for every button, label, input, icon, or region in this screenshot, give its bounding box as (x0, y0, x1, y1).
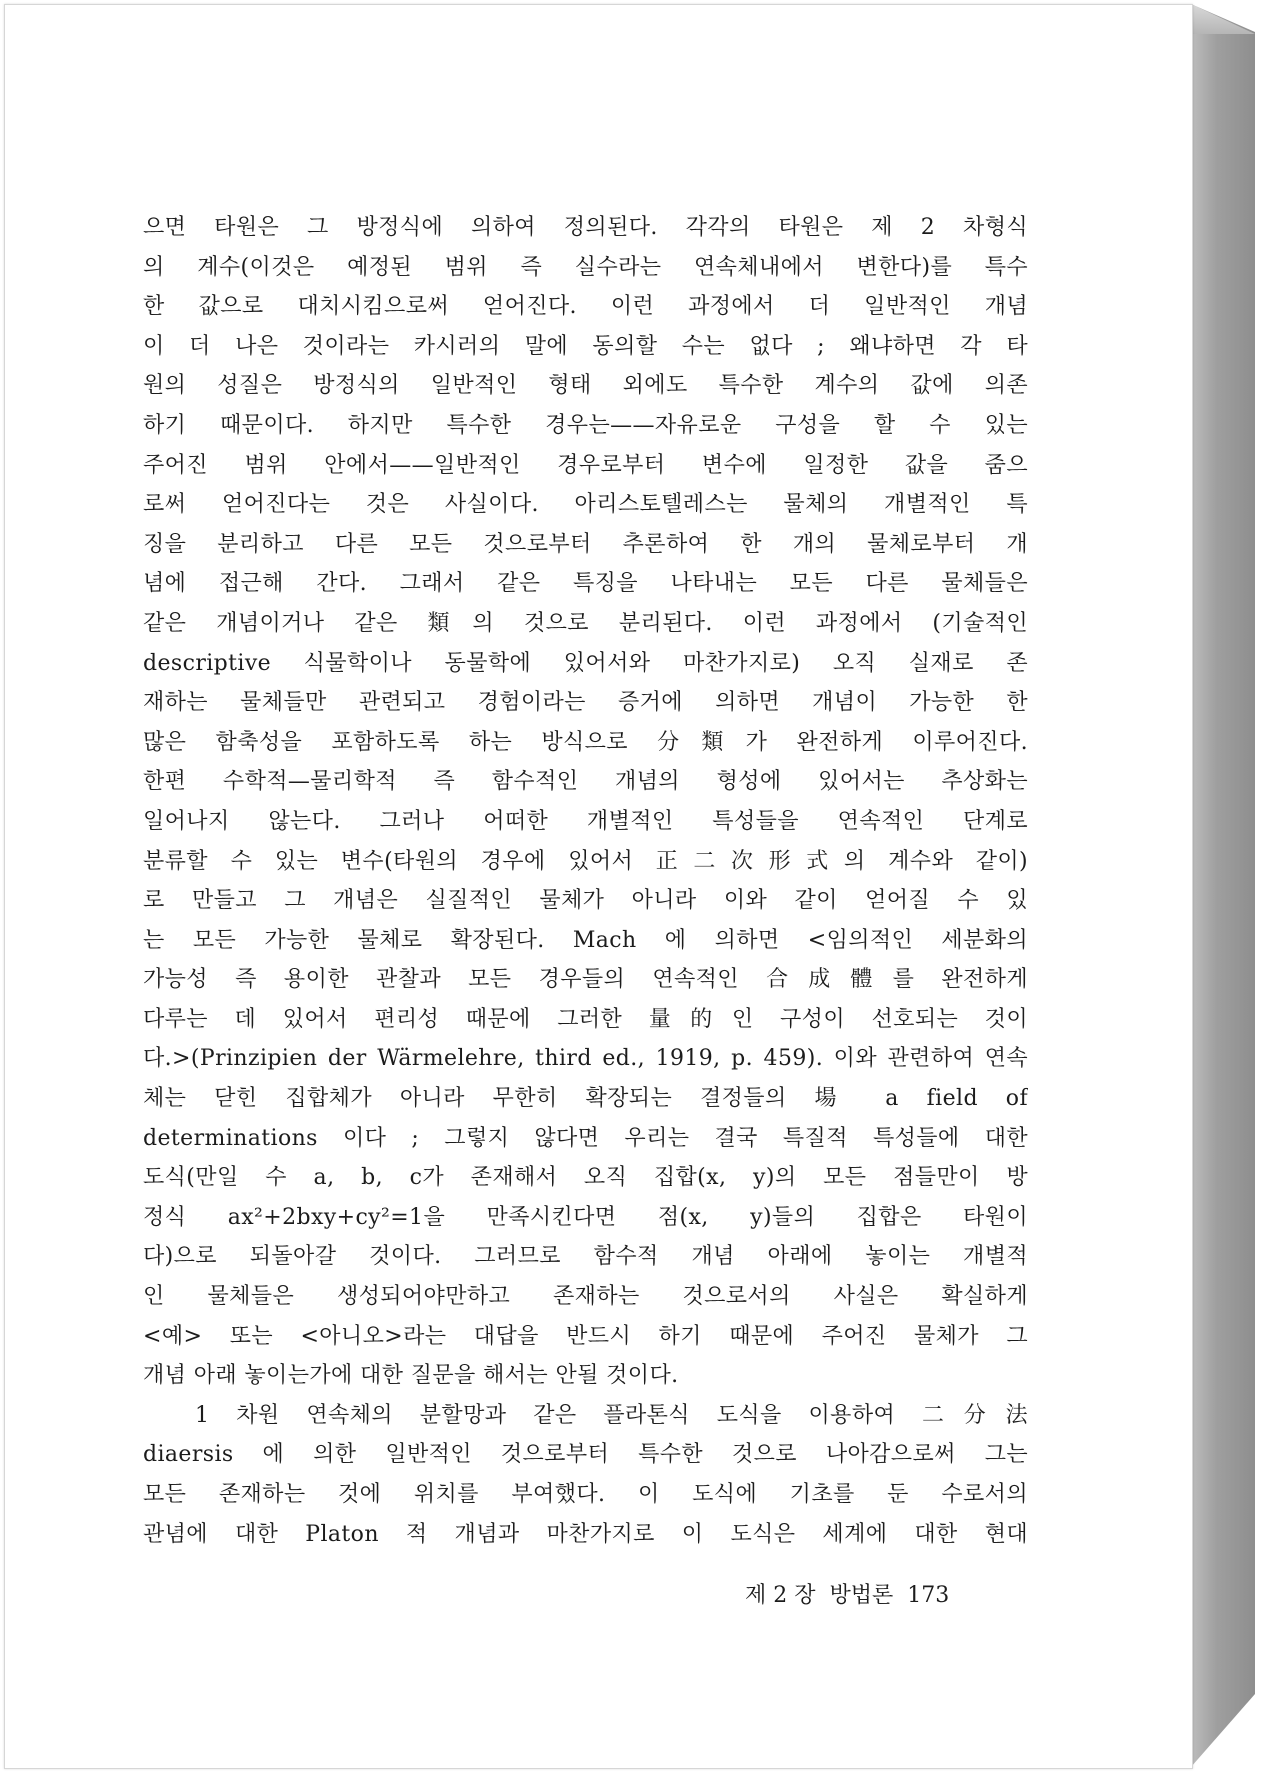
text-line: 인 물체들은 생성되어야만하고 존재하는 것으로서의 사실은 확실하게 (143, 1284, 1028, 1310)
text-line: 분류할 수 있는 변수(타원의 경우에 있어서 正二次形式의 계수와 같이) (143, 848, 1028, 874)
paragraph-end-line: 개념 아래 놓이는가에 대한 질문을 해서는 안될 것이다. (143, 1363, 679, 1389)
text-line: 다.>(Prinzipien der Wärmelehre, third ed., 1919, p. 459). 이와 관련하여 연속 (143, 1046, 1028, 1072)
text-line: determinations 이다 ; 그렇지 않다면 우리는 결국 특질적 특성들에 대한 (143, 1125, 1028, 1151)
text-line: diaersis 에 의한 일반적인 것으로부터 특수한 것으로 나아감으로써 그는 (143, 1442, 1028, 1468)
running-footer (745, 1578, 963, 1609)
text-line: 관념에 대한 Platon 적 개념과 마찬가지로 이 도식은 세계에 대한 현대 (143, 1521, 1028, 1547)
text-line: 주어진 범위 안에서——일반적인 경우로부터 변수에 일정한 값을 줌으 (143, 452, 1028, 478)
text-line: 하기 때문이다. 하지만 특수한 경우는——자유로운 구성을 할 수 있는 (143, 412, 1028, 438)
text-line: 징을 분리하고 다른 모든 것으로부터 추론하여 한 개의 물체로부터 개 (143, 531, 1028, 557)
text-line: 모든 존재하는 것에 위치를 부여했다. 이 도식에 기초를 둔 수로서의 (143, 1482, 1028, 1507)
text-line: 재하는 물체들만 관련되고 경험이라는 증거에 의하면 개념이 가능한 한 (143, 690, 1028, 716)
text-line: 많은 함축성을 포함하도록 하는 방식으로 分類가 완전하게 이루어진다. (143, 729, 1028, 755)
text-line: 같은 개념이거나 같은 類의 것으로 분리된다. 이런 과정에서 (기술적인 (143, 610, 1028, 636)
text-line: 념에 접근해 간다. 그래서 같은 특징을 나타내는 모든 다른 물체들은 (143, 571, 1028, 597)
chapter-label: 제 2 장 (745, 1583, 816, 1608)
chapter-title: 방법론 (829, 1583, 894, 1608)
text-line: 체는 닫힌 집합체가 아니라 무한히 확장되는 결정들의 場 a field of (143, 1086, 1028, 1112)
text-line: 로 만들고 그 개념은 실질적인 물체가 아니라 이와 같이 얻어질 수 있 (143, 888, 1028, 914)
body-text (143, 208, 1028, 1554)
paragraph-start-line: 1 차원 연속체의 분할망과 같은 플라톤식 도식을 이용하여 二分法 (195, 1402, 1028, 1428)
text-line: 다)으로 되돌아갈 것이다. 그러므로 함수적 개념 아래에 놓이는 개별적 (143, 1244, 1028, 1270)
page-stack-edge (1191, 4, 1255, 1767)
text-line: 원의 성질은 방정식의 일반적인 형태 외에도 특수한 계수의 값에 의존 (143, 373, 1028, 399)
text-line: <예> 또는 <아니오>라는 대답을 반드시 하기 때문에 주어진 물체가 그 (143, 1323, 1028, 1349)
text-line: 다루는 데 있어서 편리성 때문에 그러한 量的인 구성이 선호되는 것이 (143, 1006, 1028, 1032)
text-line: 정식 ax²+2bxy+cy²=1을 만족시킨다면 점(x, y)들의 집합은 타원이 (143, 1204, 1028, 1230)
text-line: 일어나지 않는다. 그러나 어떠한 개별적인 특성들을 연속적인 단계로 (143, 808, 1028, 834)
page-number: 173 (907, 1583, 950, 1608)
text-line: 이 더 나은 것이라는 카시러의 말에 동의할 수는 없다 ; 왜냐하면 각 타 (143, 333, 1028, 359)
text-line: 의 계수(이것은 예정된 범위 즉 실수라는 연속체내에서 변한다)를 특수 (143, 254, 1028, 280)
text-line: 한 값으로 대치시킴으로써 얻어진다. 이런 과정에서 더 일반적인 개념 (143, 294, 1028, 320)
text-line: 한편 수학적—물리학적 즉 함수적인 개념의 형성에 있어서는 추상화는 (143, 769, 1028, 795)
text-line: 도식(만일 수 a, b, c가 존재해서 오직 집합(x, y)의 모든 점들만이 방 (143, 1165, 1028, 1191)
text-line: 가능성 즉 용이한 관찰과 모든 경우들의 연속적인 合成體를 완전하게 (143, 967, 1028, 993)
text-line: 로써 얻어진다는 것은 사실이다. 아리스토텔레스는 물체의 개별적인 특 (143, 492, 1028, 518)
text-line: 으면 타원은 그 방정식에 의하여 정의된다. 각각의 타원은 제 2 차형식 (143, 215, 1028, 240)
text-line: 는 모든 가능한 물체로 확장된다. Mach 에 의하면 <임의적인 세분화의 (143, 927, 1028, 953)
text-line: descriptive 식물학이나 동물학에 있어서와 마찬가지로) 오직 실재로 존 (143, 650, 1028, 676)
